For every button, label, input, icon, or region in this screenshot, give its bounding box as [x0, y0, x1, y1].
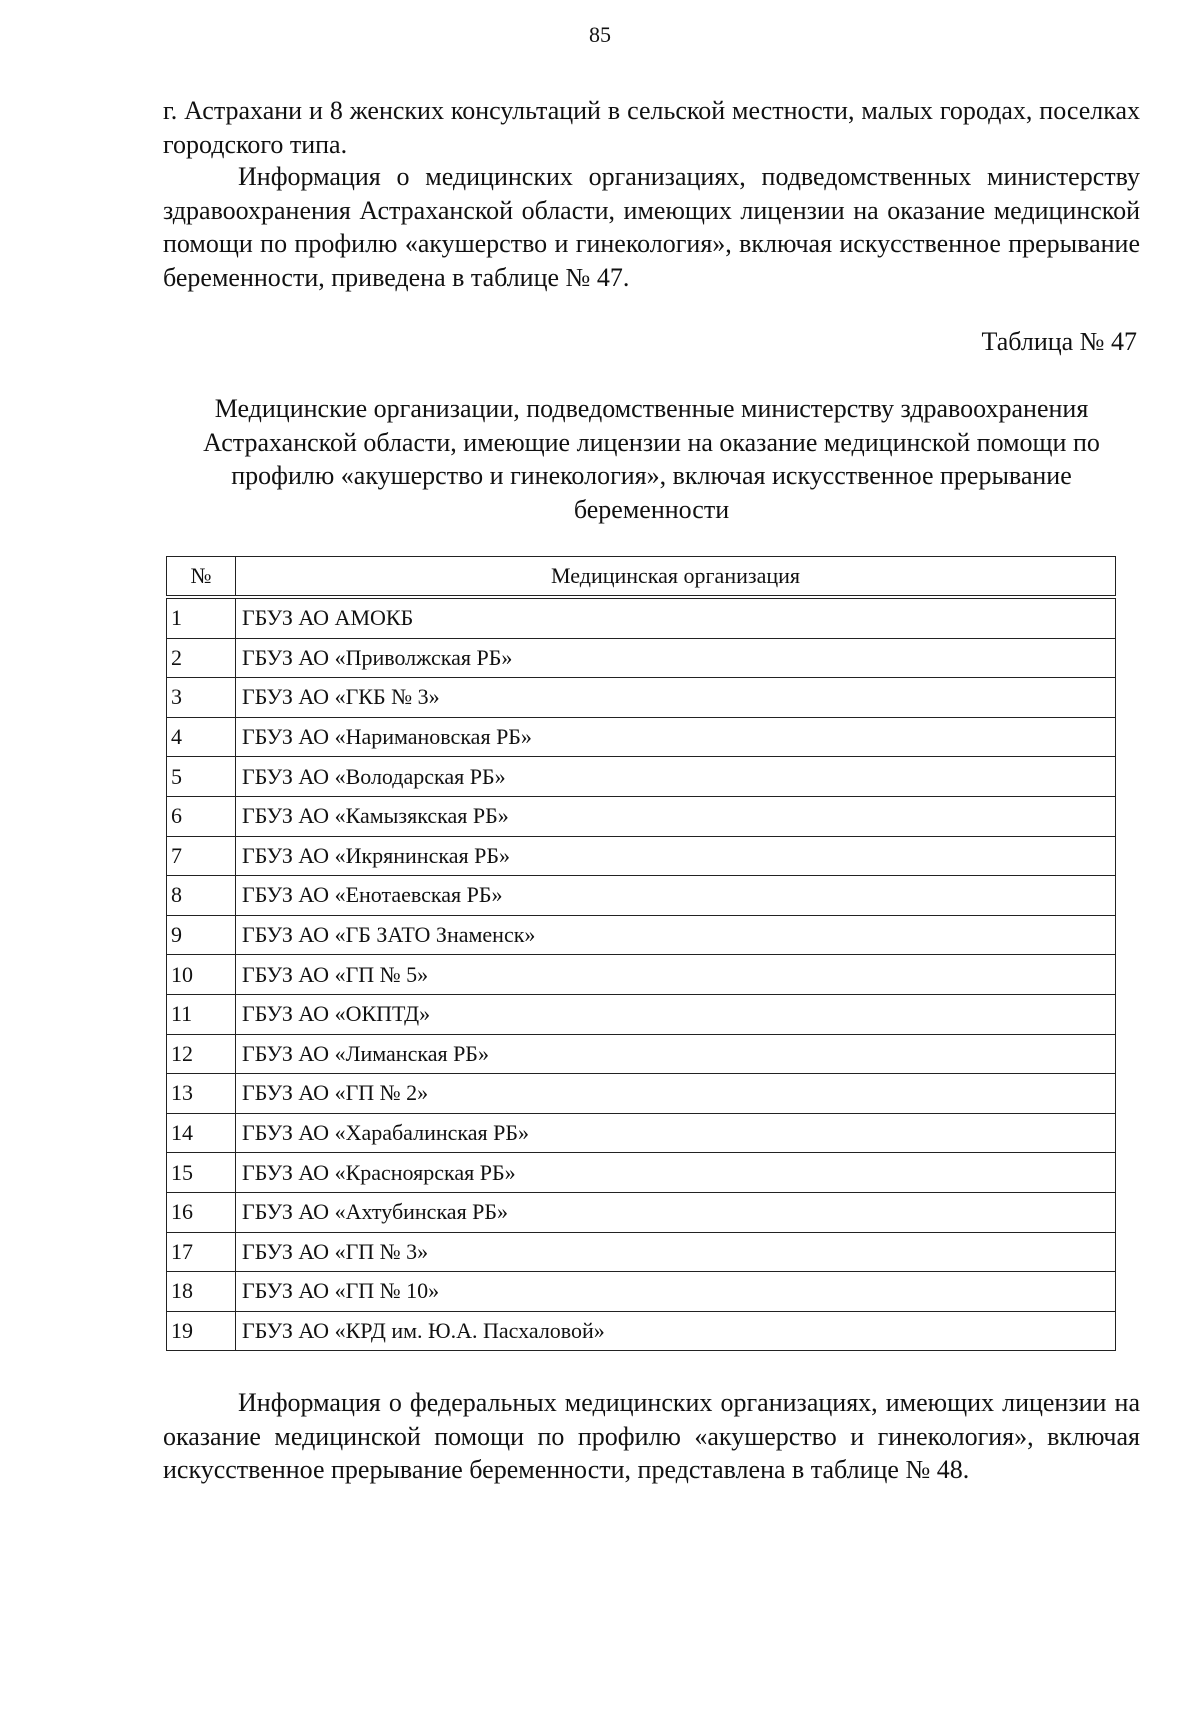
table-caption: Медицинские организации, подведомственные министерству здравоохранения Астраханской области, имеющие лицензии на оказание медицинской помощи по профилю «акушерство и гинекология», включая искусственное прерывание беременности — [203, 394, 1100, 524]
row-number: 16 — [167, 1192, 236, 1232]
row-number: 4 — [167, 717, 236, 757]
table-row — [167, 1311, 1116, 1351]
row-number: 17 — [167, 1232, 236, 1272]
table-body — [167, 597, 1116, 1351]
row-number: 7 — [167, 836, 236, 876]
table-row — [167, 1113, 1116, 1153]
header-number: № — [167, 557, 236, 598]
row-organization: ГБУЗ АО «ГП № 5» — [236, 955, 1116, 995]
row-organization: ГБУЗ АО «Енотаевская РБ» — [236, 876, 1116, 916]
row-organization: ГБУЗ АО «Приволжская РБ» — [236, 638, 1116, 678]
row-number: 10 — [167, 955, 236, 995]
row-number: 13 — [167, 1074, 236, 1114]
table-label: Таблица № 47 — [981, 327, 1137, 356]
row-organization: ГБУЗ АО «Наримановская РБ» — [236, 717, 1116, 757]
row-number: 9 — [167, 915, 236, 955]
paragraph-table-reference: Информация о медицинских организациях, подведомственных министерству здравоохранения Астраханской области, имеющих лицензии на оказание медицинской помощи по профилю «акушерство и гинекология», включая искусственное прерывание беременности, приведена в таблице № 47. — [163, 162, 1140, 292]
table-row — [167, 1192, 1116, 1232]
table-row — [167, 915, 1116, 955]
row-number: 1 — [167, 597, 236, 638]
row-number: 5 — [167, 757, 236, 797]
row-number: 2 — [167, 638, 236, 678]
row-organization: ГБУЗ АО «Икрянинская РБ» — [236, 836, 1116, 876]
row-number: 19 — [167, 1311, 236, 1351]
table-row — [167, 836, 1116, 876]
table-row — [167, 678, 1116, 718]
row-number: 18 — [167, 1272, 236, 1312]
row-number: 14 — [167, 1113, 236, 1153]
table-row — [167, 796, 1116, 836]
row-number: 11 — [167, 994, 236, 1034]
row-organization: ГБУЗ АО «ГКБ № 3» — [236, 678, 1116, 718]
row-number: 3 — [167, 678, 236, 718]
row-number: 12 — [167, 1034, 236, 1074]
row-organization: ГБУЗ АО «ГП № 2» — [236, 1074, 1116, 1114]
row-organization: ГБУЗ АО «Володарская РБ» — [236, 757, 1116, 797]
paragraph-intro: г. Астрахани и 8 женских консультаций в сельской местности, малых городах, поселках городского типа. — [163, 96, 1140, 159]
row-organization: ГБУЗ АО «Камызякская РБ» — [236, 796, 1116, 836]
paragraph-federal: Информация о федеральных медицинских организациях, имеющих лицензии на оказание медицинской помощи по профилю «акушерство и гинекология», включая искусственное прерывание беременности, представлена в таблице № 48. — [163, 1388, 1140, 1484]
row-organization: ГБУЗ АО «Лиманская РБ» — [236, 1034, 1116, 1074]
row-organization: ГБУЗ АО «Красноярская РБ» — [236, 1153, 1116, 1193]
row-organization: ГБУЗ АО АМОКБ — [236, 597, 1116, 638]
table-row — [167, 597, 1116, 638]
table-row — [167, 717, 1116, 757]
page-number: 85 — [589, 22, 611, 47]
row-organization: ГБУЗ АО «ГП № 3» — [236, 1232, 1116, 1272]
row-organization: ГБУЗ АО «ГБ ЗАТО Знаменск» — [236, 915, 1116, 955]
table-row — [167, 1272, 1116, 1312]
table-row — [167, 1153, 1116, 1193]
row-organization: ГБУЗ АО «Ахтубинская РБ» — [236, 1192, 1116, 1232]
table-row — [167, 876, 1116, 916]
row-organization: ГБУЗ АО «Харабалинская РБ» — [236, 1113, 1116, 1153]
header-organization: Медицинская организация — [236, 557, 1116, 598]
row-organization: ГБУЗ АО «ГП № 10» — [236, 1272, 1116, 1312]
row-number: 6 — [167, 796, 236, 836]
table-row — [167, 1034, 1116, 1074]
table-row — [167, 1232, 1116, 1272]
row-number: 8 — [167, 876, 236, 916]
organizations-table — [166, 556, 1116, 1351]
row-number: 15 — [167, 1153, 236, 1193]
table-row — [167, 955, 1116, 995]
table-row — [167, 757, 1116, 797]
row-organization: ГБУЗ АО «КРД им. Ю.А. Пасхаловой» — [236, 1311, 1116, 1351]
table-row — [167, 638, 1116, 678]
table-header-row — [167, 557, 1116, 598]
row-organization: ГБУЗ АО «ОКПТД» — [236, 994, 1116, 1034]
table-row — [167, 1074, 1116, 1114]
table-row — [167, 994, 1116, 1034]
